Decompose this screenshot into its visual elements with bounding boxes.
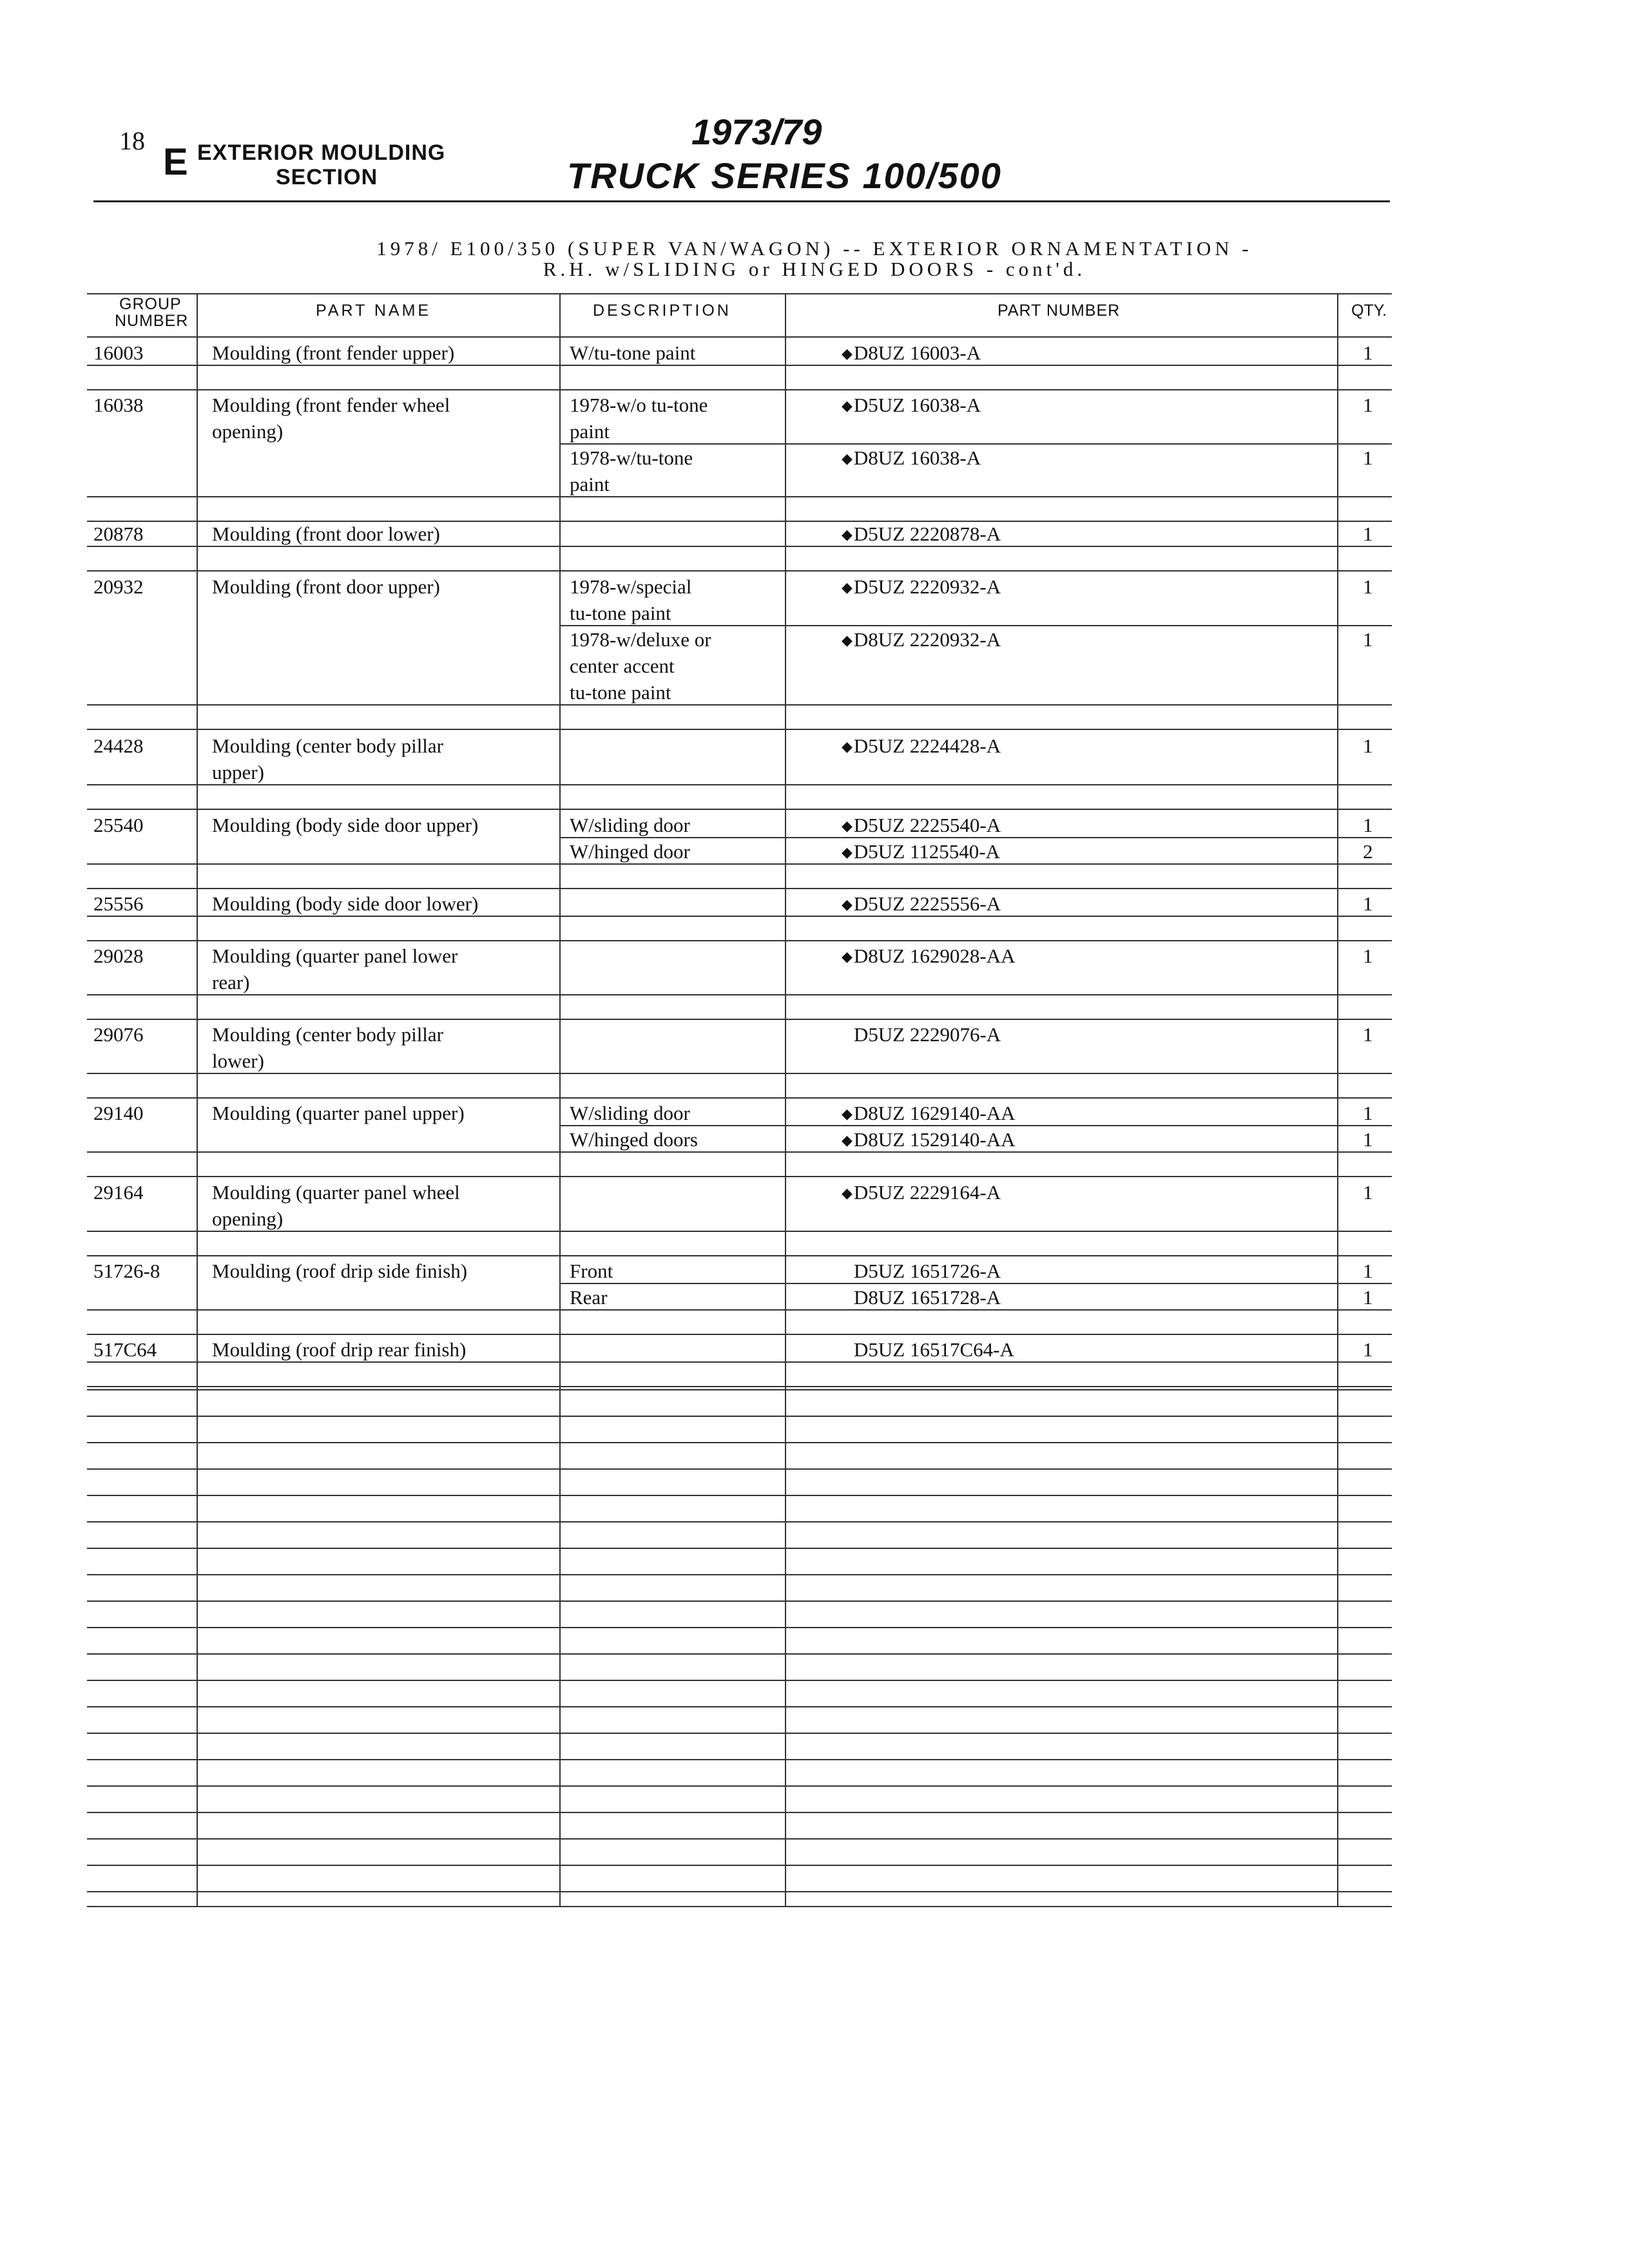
part-number	[842, 573, 1001, 601]
empty-row-rule	[87, 1468, 1392, 1470]
table-bottom-rule	[87, 1906, 1392, 1907]
part-number-text: D8UZ 2220932-A	[853, 628, 1001, 651]
diamond-marker-icon: ◆	[842, 1185, 853, 1201]
part-name: Moulding (center body pillar	[212, 1023, 443, 1046]
section-title-line2: SECTION	[276, 165, 378, 189]
group-number: 29076	[93, 1023, 144, 1046]
table-top-rule	[87, 293, 1392, 294]
column-divider	[785, 293, 786, 1906]
empty-row-rule	[87, 1574, 1392, 1575]
diamond-marker-icon: ◆	[842, 1132, 853, 1148]
part-number-text: D5UZ 2220932-A	[853, 575, 1001, 598]
group-number: 29164	[93, 1181, 144, 1204]
row-rule	[87, 1334, 1392, 1335]
row-rule	[87, 570, 1392, 572]
part-number-text: D5UZ 16517C64-A	[854, 1338, 1014, 1361]
empty-row-rule	[87, 1891, 1392, 1892]
row-rule	[87, 729, 1392, 730]
part-number	[842, 521, 1001, 548]
row-rule	[87, 365, 1392, 366]
empty-row-rule	[87, 1521, 1392, 1523]
empty-row-rule	[87, 1495, 1392, 1496]
description-text: W/sliding door	[570, 814, 690, 836]
column-header-group: GROUP	[119, 295, 182, 313]
quantity: 1	[1363, 341, 1373, 364]
diamond-marker-icon: ◆	[842, 579, 853, 595]
group-number: 20878	[93, 523, 144, 545]
part-number	[842, 733, 1001, 760]
description-text: 1978-w/special	[570, 575, 692, 598]
row-rule	[87, 496, 1392, 497]
row-rule	[87, 389, 1392, 390]
part-name: upper)	[212, 761, 264, 783]
part-name: Moulding (body side door lower)	[212, 892, 479, 915]
row-rule	[87, 940, 1392, 941]
description-text: tu-tone paint	[570, 681, 671, 704]
part-number-text: D5UZ 2224428-A	[853, 735, 1001, 757]
empty-row-rule	[87, 1680, 1392, 1681]
section-title: EXTERIOR MOULDING	[197, 140, 446, 165]
quantity: 1	[1363, 1102, 1373, 1124]
series-years: 1973/79	[691, 111, 822, 152]
group-number: 517C64	[93, 1338, 157, 1361]
row-rule	[87, 1176, 1392, 1177]
quantity: 1	[1363, 575, 1373, 598]
part-name: Moulding (quarter panel lower	[212, 945, 458, 967]
part-number	[854, 1336, 1014, 1363]
empty-row-rule	[87, 1733, 1392, 1734]
part-name: Moulding (front door upper)	[212, 575, 440, 598]
part-name: lower)	[212, 1050, 264, 1072]
part-name: Moulding (quarter panel wheel	[212, 1181, 460, 1204]
series-title: TRUCK SERIES 100/500	[567, 155, 1002, 196]
description-text: center accent	[570, 655, 675, 677]
column-header-part-number: PART NUMBER	[998, 302, 1121, 320]
quantity: 1	[1363, 814, 1373, 836]
empty-row-rule	[87, 1838, 1392, 1840]
diamond-marker-icon: ◆	[842, 526, 853, 543]
part-number-text: D8UZ 1529140-AA	[853, 1128, 1016, 1151]
part-number-text: D5UZ 1651726-A	[854, 1260, 1001, 1282]
empty-row-rule	[87, 1865, 1392, 1866]
row-rule	[87, 546, 1392, 547]
quantity: 2	[1363, 840, 1373, 863]
row-rule	[87, 1231, 1392, 1232]
quantity: 1	[1363, 735, 1373, 757]
group-number: 51726-8	[93, 1260, 160, 1282]
empty-row-rule	[87, 1442, 1392, 1443]
row-rule	[87, 994, 1392, 995]
part-number	[842, 445, 981, 472]
diamond-marker-icon: ◆	[842, 450, 853, 466]
part-number-text: D5UZ 2225540-A	[853, 814, 1001, 836]
part-number-text: D5UZ 2229076-A	[854, 1023, 1001, 1046]
row-rule	[87, 784, 1392, 785]
part-name: Moulding (front fender wheel	[212, 394, 450, 416]
row-rule	[87, 888, 1392, 889]
section-letter: E	[163, 141, 188, 183]
part-number	[842, 812, 1001, 839]
part-name: Moulding (roof drip rear finish)	[212, 1338, 467, 1361]
empty-row-rule	[87, 1706, 1392, 1707]
quantity: 1	[1363, 447, 1373, 469]
empty-row-rule	[87, 1389, 1392, 1390]
description-text: W/hinged door	[570, 840, 690, 863]
group-number: 29140	[93, 1102, 144, 1124]
column-divider	[1337, 293, 1338, 1906]
row-rule	[87, 704, 1392, 706]
part-number	[854, 1258, 1001, 1284]
part-name: Moulding (center body pillar	[212, 735, 443, 757]
part-number	[842, 890, 1001, 918]
quantity: 1	[1363, 892, 1373, 915]
row-rule	[87, 863, 1392, 865]
row-rule	[87, 1361, 1392, 1363]
part-number	[842, 392, 981, 419]
part-number-text: D5UZ 16038-A	[853, 394, 981, 416]
diamond-marker-icon: ◆	[842, 398, 853, 414]
empty-row-rule	[87, 1785, 1392, 1787]
diamond-marker-icon: ◆	[842, 818, 853, 834]
empty-row-rule	[87, 1759, 1392, 1760]
part-number	[842, 943, 1015, 970]
header-rule	[93, 200, 1390, 202]
part-number	[842, 626, 1001, 653]
part-name: Moulding (roof drip side finish)	[212, 1260, 468, 1282]
group-number: 16003	[93, 341, 144, 364]
row-rule	[87, 809, 1392, 810]
part-name: rear)	[212, 971, 250, 994]
diamond-marker-icon: ◆	[842, 738, 853, 754]
part-number	[854, 1021, 1001, 1048]
group-number: 29028	[93, 945, 144, 967]
quantity: 1	[1363, 1181, 1373, 1204]
part-number	[842, 838, 1000, 865]
column-divider	[559, 293, 561, 1906]
description-text: W/tu-tone paint	[570, 341, 696, 364]
description-text: 1978-w/o tu-tone	[570, 394, 708, 416]
quantity: 1	[1363, 394, 1373, 416]
quantity: 1	[1363, 945, 1373, 967]
empty-row-rule	[87, 1627, 1392, 1628]
table-header-rule	[87, 336, 1392, 338]
part-number-text: D8UZ 16003-A	[853, 341, 981, 364]
quantity: 1	[1363, 1338, 1373, 1361]
quantity: 1	[1363, 1260, 1373, 1282]
part-number	[842, 1100, 1015, 1127]
description-text: W/hinged doors	[570, 1128, 698, 1151]
part-number-text: D5UZ 2229164-A	[853, 1181, 1001, 1204]
part-name: opening)	[212, 1207, 284, 1230]
part-number	[842, 1179, 1001, 1206]
row-rule	[87, 1019, 1392, 1020]
part-number-text: D5UZ 1125540-A	[853, 840, 1000, 863]
description-text: 1978-w/deluxe or	[570, 628, 711, 651]
part-name: Moulding (quarter panel upper)	[212, 1102, 465, 1124]
description-text: paint	[570, 420, 610, 443]
empty-row-rule	[87, 1548, 1392, 1549]
group-number: 24428	[93, 735, 144, 757]
diamond-marker-icon: ◆	[842, 345, 853, 361]
row-rule	[87, 1151, 1392, 1153]
part-number-text: D8UZ 1651728-A	[854, 1286, 1001, 1309]
quantity: 1	[1363, 628, 1373, 651]
page-number: 18	[119, 126, 145, 155]
empty-row-rule	[87, 1600, 1392, 1602]
empty-row-rule	[87, 1812, 1392, 1813]
part-name: Moulding (body side door upper)	[212, 814, 479, 836]
diamond-marker-icon: ◆	[842, 844, 853, 860]
description-text: Rear	[570, 1286, 608, 1309]
group-number: 20932	[93, 575, 144, 598]
diamond-marker-icon: ◆	[842, 948, 853, 965]
empty-row-rule	[87, 1653, 1392, 1655]
part-number	[854, 1284, 1001, 1311]
empty-row-rule	[87, 1416, 1392, 1417]
description-text: 1978-w/tu-tone	[570, 447, 693, 469]
diamond-marker-icon: ◆	[842, 1106, 853, 1122]
part-number-text: D8UZ 1629140-AA	[853, 1102, 1016, 1124]
row-rule	[87, 916, 1392, 917]
diamond-marker-icon: ◆	[842, 896, 853, 912]
table-subtitle: 1978/ E100/350 (SUPER VAN/WAGON) -- EXTERIOR ORNAMENTATION -	[376, 237, 1253, 260]
quantity: 1	[1363, 1023, 1373, 1046]
part-name: opening)	[212, 420, 284, 443]
row-rule	[87, 1309, 1392, 1311]
row-rule	[87, 1097, 1392, 1099]
part-number-text: D8UZ 16038-A	[853, 447, 981, 469]
part-number-text: D5UZ 2220878-A	[853, 523, 1001, 545]
part-number	[842, 1126, 1015, 1153]
description-text: W/sliding door	[570, 1102, 690, 1124]
description-text: tu-tone paint	[570, 602, 671, 624]
part-number-text: D8UZ 1629028-AA	[853, 945, 1016, 967]
column-header-description: DESCRIPTION	[593, 302, 731, 320]
quantity: 1	[1363, 1286, 1373, 1309]
part-number	[842, 340, 981, 367]
description-text: paint	[570, 473, 610, 495]
row-rule	[87, 1386, 1392, 1387]
column-header-part-name: PART NAME	[316, 302, 432, 320]
column-divider	[197, 293, 198, 1906]
description-text: Front	[570, 1260, 613, 1282]
group-number: 16038	[93, 394, 144, 416]
table-subtitle-line2: R.H. w/SLIDING or HINGED DOORS - cont'd.	[543, 258, 1086, 280]
group-number: 25556	[93, 892, 144, 915]
part-name: Moulding (front door lower)	[212, 523, 440, 545]
diamond-marker-icon: ◆	[842, 632, 853, 648]
quantity: 1	[1363, 1128, 1373, 1151]
column-header-group-line2: NUMBER	[115, 312, 189, 330]
row-rule	[87, 1073, 1392, 1074]
row-rule	[87, 1255, 1392, 1256]
quantity: 1	[1363, 523, 1373, 545]
part-name: Moulding (front fender upper)	[212, 341, 455, 364]
column-header-qty: QTY.	[1351, 302, 1387, 320]
part-number-text: D5UZ 2225556-A	[853, 892, 1001, 915]
group-number: 25540	[93, 814, 144, 836]
